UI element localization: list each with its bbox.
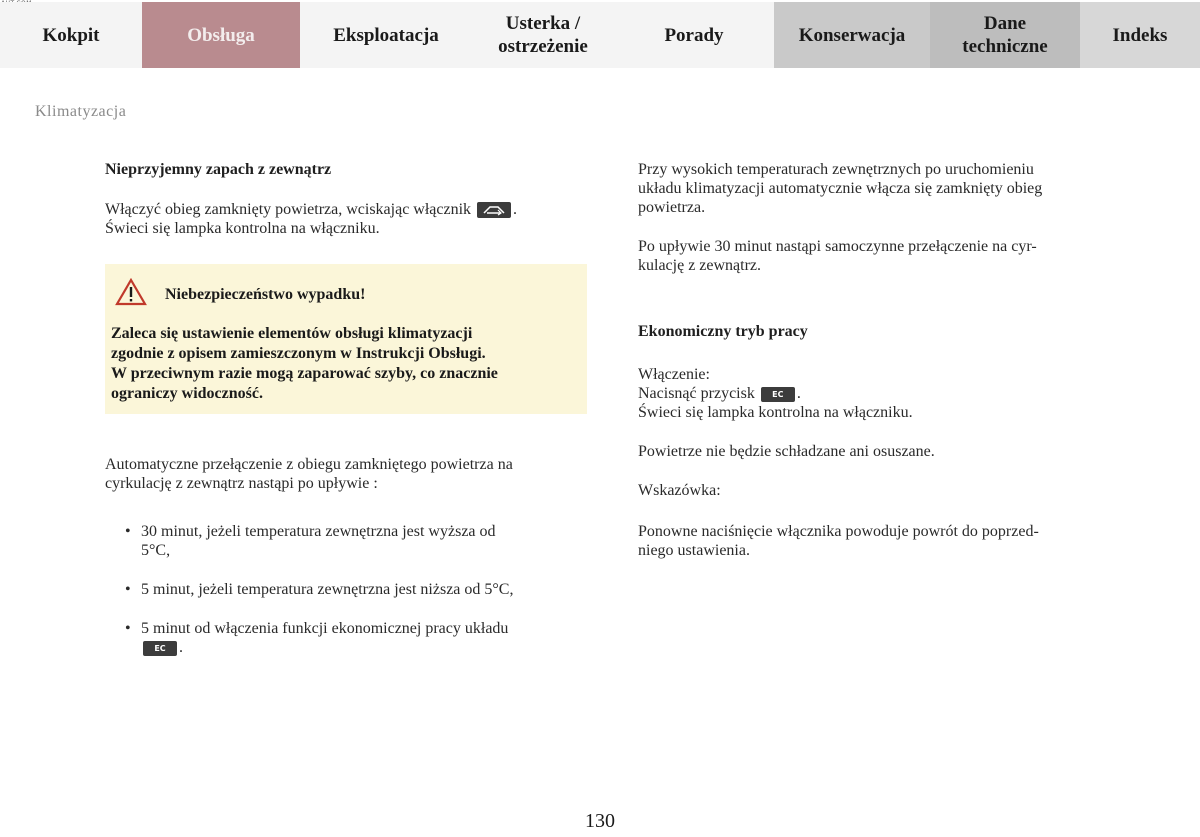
list-item: • 30 minut, jeżeli temperatura zewnętrzna jest wyższa od 5°C, bbox=[125, 523, 496, 559]
paragraph-recirculation: Włączyć obieg zamknięty powietrza, wciskając włącznik . Świeci się lampka kontrolna na włączniku. bbox=[105, 201, 518, 237]
paragraph-enable: Włączenie: Nacisnąć przycisk EC . Świeci się lampka kontrolna na włączniku. bbox=[638, 366, 913, 421]
warning-header bbox=[115, 278, 365, 311]
paragraph-auto-switch: Automatyczne przełączenie z obiegu zamkniętego powietrza na cyrkulację z zewnątrz nastąpi po upływie : bbox=[105, 456, 513, 492]
paragraph-30-minutes: Po upływie 30 minut nastąpi samoczynne przełączenie na cyr- kulację z zewnątrz. bbox=[638, 238, 1037, 274]
page-number: 130 bbox=[585, 810, 615, 832]
left-column-lower bbox=[105, 455, 595, 677]
tab-porady[interactable] bbox=[614, 2, 774, 68]
bullet-list bbox=[105, 522, 595, 657]
tab-eksploatacja[interactable] bbox=[300, 2, 472, 68]
section-label: Klimatyzacja bbox=[35, 103, 127, 120]
list-item: • 5 minut, jeżeli temperatura zewnętrzna jest niższa od 5°C, bbox=[125, 581, 514, 598]
tab-label-line2: ostrzeżenie bbox=[498, 36, 588, 57]
tab-label: Kokpit bbox=[42, 24, 100, 46]
tab-label: Indeks bbox=[1112, 24, 1168, 46]
paragraph-high-temp: Przy wysokich temperaturach zewnętrznych po uruchomieniu układu klimatyzacji automatycznie włącza się zamknięty obieg powietrza. bbox=[638, 161, 1043, 216]
left-column bbox=[105, 160, 595, 238]
tab-label: Eksploatacja bbox=[333, 24, 439, 46]
warning-box bbox=[105, 264, 587, 414]
warning-triangle-icon bbox=[115, 278, 147, 311]
tab-label: Obsługa bbox=[187, 24, 255, 46]
recirculation-icon bbox=[477, 202, 511, 218]
list-item: • 5 minut od włączenia funkcji ekonomicznej pracy układu EC . bbox=[125, 620, 509, 656]
tab-dane-techniczne[interactable] bbox=[930, 2, 1080, 68]
heading-bad-smell: Nieprzyjemny zapach z zewnątrz bbox=[105, 161, 332, 178]
ec-icon: EC bbox=[143, 641, 177, 656]
heading-economy-mode: Ekonomiczny tryb pracy bbox=[638, 323, 808, 340]
bullet-dot: • bbox=[125, 620, 131, 637]
right-column bbox=[638, 160, 1118, 560]
chapter-tab-bar bbox=[0, 2, 1200, 68]
tab-kokpit[interactable] bbox=[0, 2, 142, 68]
bullet-dot: • bbox=[125, 581, 131, 598]
bullet-dot: • bbox=[125, 523, 131, 540]
tab-konserwacja[interactable] bbox=[774, 2, 930, 68]
tab-label: Konserwacja bbox=[798, 24, 906, 46]
paragraph-not-cooled: Powietrze nie będzie schładzane ani osuszane. bbox=[638, 443, 935, 460]
recirc-instruction: Włączyć obieg zamknięty powietrza, wciskając włącznik bbox=[105, 201, 472, 218]
lamp-text: Świeci się lampka kontrolna na włączniku. bbox=[105, 220, 380, 237]
tab-label-line2: techniczne bbox=[962, 36, 1048, 57]
tab-obsluga[interactable] bbox=[142, 2, 300, 68]
tab-usterka-ostrzezenie[interactable] bbox=[472, 2, 614, 68]
tab-label: Porady bbox=[664, 24, 724, 46]
tab-indeks[interactable] bbox=[1080, 2, 1200, 68]
ec-icon: EC bbox=[761, 387, 795, 402]
hint-label: Wskazówka: bbox=[638, 482, 721, 499]
tab-label-line1: Usterka / bbox=[505, 13, 581, 34]
warning-title: Niebezpieczeństwo wypadku! bbox=[165, 285, 366, 303]
warning-text: Zaleca się ustawienie elementów obsługi klimatyzacji zgodnie z opisem zamieszczonym w Instrukcji Obsługi. W przeciwnym razie mogą zaparować szyby, co znacznie ograniczy widoczność. bbox=[111, 325, 498, 402]
tab-label-line1: Dane bbox=[983, 13, 1027, 34]
paragraph-hint: Ponowne naciśnięcie włącznika powoduje powrót do poprzed- niego ustawienia. bbox=[638, 523, 1039, 559]
